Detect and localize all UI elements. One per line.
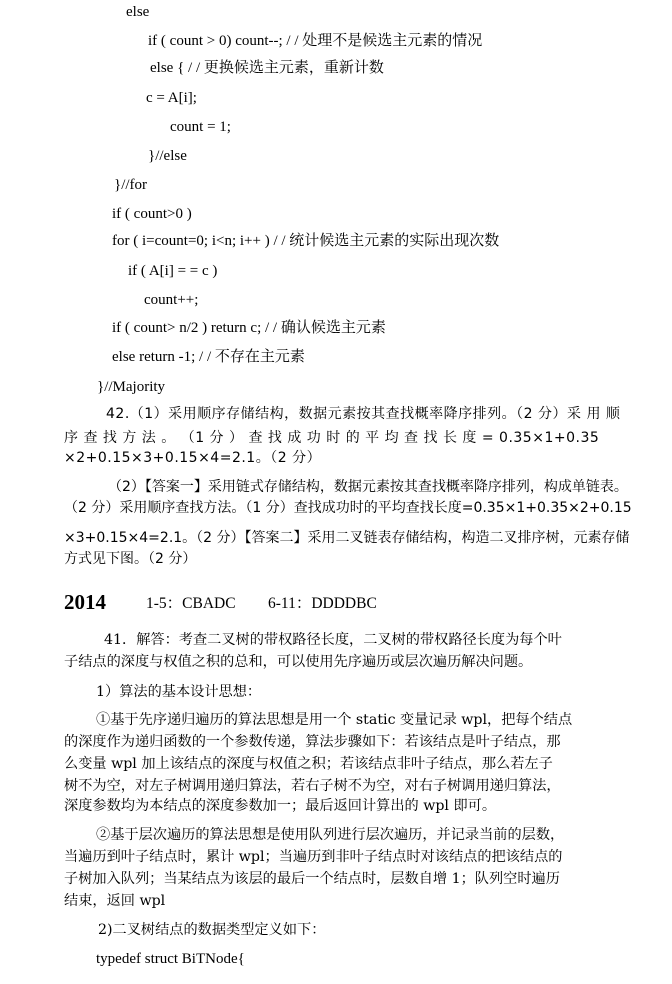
code-line-if-count: if ( count > 0) count--; / / 处理不是候选主元素的情况: [148, 33, 483, 49]
code-line-if-equal: if ( A[i] = = c ): [128, 263, 218, 279]
q42-part2-line-3: ×3+0.15×4=2.1。（2 分）【答案二】采用二叉链表存储结构，构造二叉排序树，元素存储: [64, 530, 630, 546]
q41-method1-line-5: 深度参数均为本结点的深度参数加一；最后返回计算出的 wpl 即可。: [64, 798, 497, 814]
q42-line-2: 序 查 找 方 法 。 （1 分 ） 查 找 成 功 时 的 平 均 查 找 长 度 = 0.35×1+0.35: [64, 430, 600, 446]
q41-method1-line-1: ①基于先序递归遍历的算法思想是用一个 static 变量记录 wpl，把每个结点: [96, 712, 573, 728]
q41-heading-design: 1）算法的基本设计思想：: [96, 684, 262, 700]
q42-line-1: 42.（1）采用顺序存储结构，数据元素按其查找概率降序排列。（2 分）采 用 顺: [106, 406, 621, 422]
code-line-if-count-positive: if ( count>0 ): [112, 206, 192, 222]
year-heading: 2014: [64, 590, 106, 614]
q41-intro-line-2: 子结点的深度与权值之积的总和，可以使用先序遍历或层次遍历解决问题。: [64, 654, 533, 670]
code-line-assign-c: c = A[i];: [146, 90, 197, 106]
q41-method2-line-4: 结束，返回 wpl: [64, 893, 166, 909]
q42-part2-line-2: （2 分）采用顺序查找方法。（1 分）查找成功时的平均查找长度=0.35×1+0.35×2+0.15: [64, 500, 632, 516]
q42-line-3: ×2+0.15×3+0.15×4=2.1。（2 分）: [64, 450, 322, 466]
answers-6-11: 6-11：DDDDBC: [268, 595, 377, 612]
q41-method2-line-3: 子树加入队列；当某结点为该层的最后一个结点时，层数自增 1；队列空时遍历: [64, 871, 560, 887]
q41-method2-line-2: 当遍历到叶子结点时，累计 wpl；当遍历到非叶子结点时对该结点的把该结点的: [64, 849, 563, 865]
q41-method1-line-3: 么变量 wpl 加上该结点的深度与权值之积；若该结点非叶子结点，那么若左子: [64, 756, 553, 772]
code-line-return-minus-one: else return -1; / / 不存在主元素: [112, 349, 305, 365]
code-line-else-inner: else { / / 更换候选主元素，重新计数: [150, 60, 384, 76]
q41-intro-line-1: 41．解答：考查二叉树的带权路径长度，二叉树的带权路径长度为每个叶: [104, 632, 562, 648]
answers-1-5: 1-5：CBADC: [146, 595, 236, 612]
q41-typedef-line: typedef struct BiTNode{: [96, 951, 245, 967]
code-line-else-outer: else: [126, 4, 150, 20]
code-line-return-c: if ( count> n/2 ) return c; / / 确认候选主元素: [112, 320, 386, 336]
code-line-end-for: }//for: [114, 177, 148, 193]
code-line-end-else: }//else: [148, 148, 187, 164]
q42-part2-line-1: （2）【答案一】采用链式存储结构，数据元素按其查找概率降序排列，构成单链表。: [108, 479, 628, 495]
code-line-count-one: count = 1;: [170, 119, 231, 135]
code-line-increment: count++;: [144, 292, 199, 308]
q41-heading-typedef: 2)二叉树结点的数据类型定义如下：: [98, 922, 326, 938]
q42-part2-line-4: 方式见下图。（2 分）: [64, 551, 197, 567]
q41-method1-line-2: 的深度作为递归函数的一个参数传递，算法步骤如下：若该结点是叶子结点，那: [64, 734, 561, 750]
code-line-for-count: for ( i=count=0; i<n; i++ ) / / 统计候选主元素的实际出现次数: [112, 233, 500, 249]
q41-method1-line-4: 树不为空，对左子树调用递归算法，若右子树不为空，对右子树调用递归算法，: [64, 778, 561, 794]
q41-method2-line-1: ②基于层次遍历的算法思想是使用队列进行层次遍历，并记录当前的层数，: [96, 827, 565, 843]
code-line-end-majority: }//Majority: [97, 379, 166, 395]
